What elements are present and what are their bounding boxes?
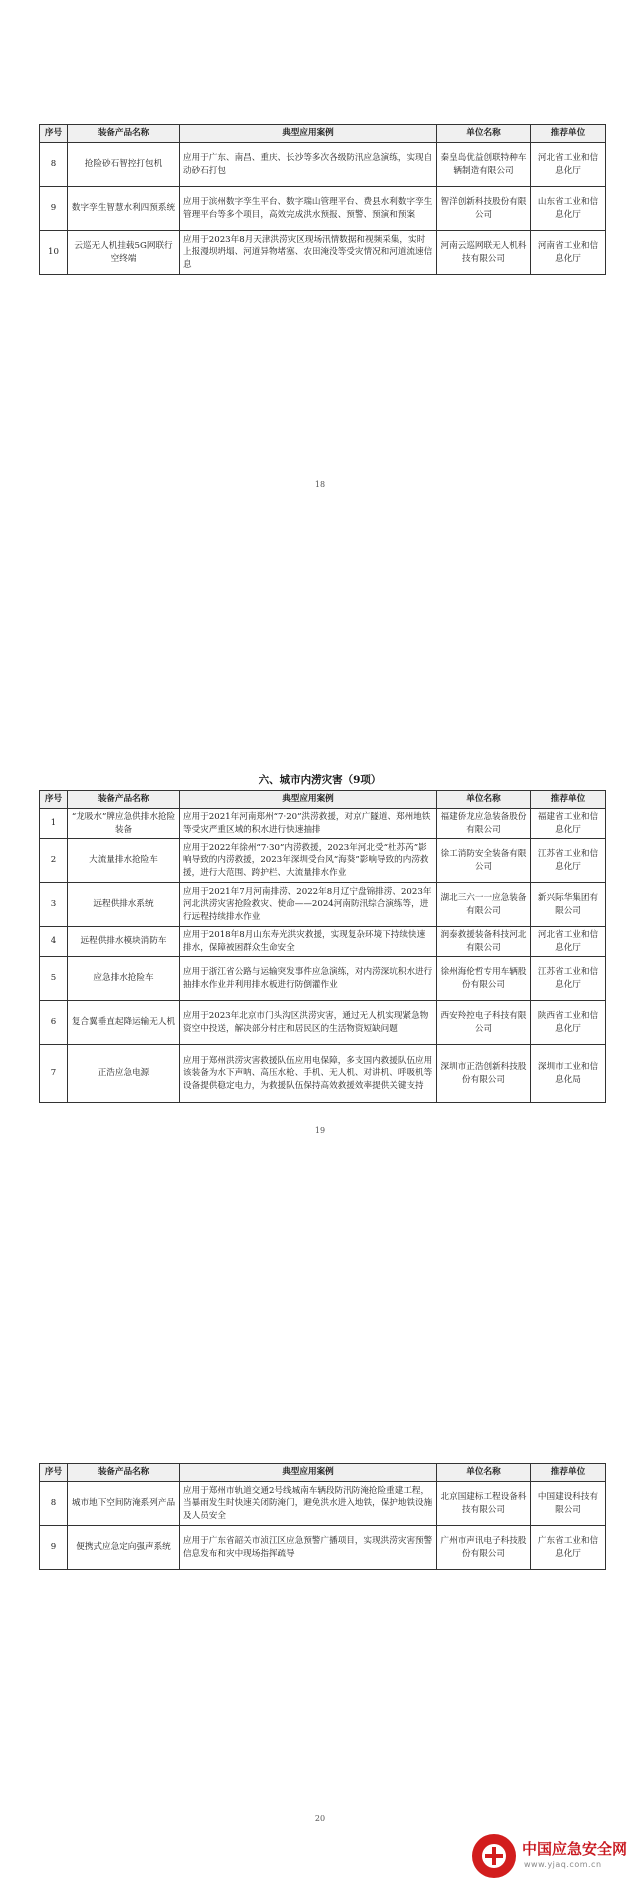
row-company: 广州市声讯电子科技股份有限公司: [437, 1526, 531, 1570]
page-number: 20: [314, 1814, 326, 1823]
header-product: 装备产品名称: [68, 125, 180, 143]
row-case: 应用于2022年徐州“7·30”内涝救援，2023年河北受“杜苏芮”影响导致的内涝救援，2023年深圳受台风“海葵”影响导致的内涝救援，进行大范围、跨护栏、大流量排水作业: [180, 839, 437, 883]
header-recommender: 推荐单位: [531, 791, 606, 809]
row-recommender: 江苏省工业和信息化厅: [531, 957, 606, 1001]
row-no: 10: [40, 231, 68, 275]
row-no: 4: [40, 927, 68, 957]
table-row: [40, 1001, 606, 1045]
equipment-table-page18: [39, 124, 606, 275]
table-row: [40, 231, 606, 275]
row-recommender: 河北省工业和信息化厅: [531, 927, 606, 957]
table-row: [40, 809, 606, 839]
table-header-row: [40, 125, 606, 143]
row-no: 3: [40, 883, 68, 927]
equipment-table-page19: [39, 790, 606, 1103]
row-product: 大流量排水抢险车: [68, 839, 180, 883]
row-recommender: 陕西省工业和信息化厅: [531, 1001, 606, 1045]
header-recommender: 推荐单位: [531, 125, 606, 143]
header-company: 单位名称: [437, 791, 531, 809]
row-product: 远程供排水模块消防车: [68, 927, 180, 957]
table-row: [40, 927, 606, 957]
row-company: 润泰救援装备科技河北有限公司: [437, 927, 531, 957]
row-company: 北京国建标工程设备科技有限公司: [437, 1482, 531, 1526]
table-header-row: [40, 791, 606, 809]
row-recommender: 广东省工业和信息化厅: [531, 1526, 606, 1570]
row-case: 应用于2018年8月山东寿光洪灾救援，实现复杂环境下持续快速排水，保障被困群众生命安全: [180, 927, 437, 957]
table-row: [40, 957, 606, 1001]
table-row: [40, 187, 606, 231]
row-company: 徐州海伦哲专用车辆股份有限公司: [437, 957, 531, 1001]
row-case: 应用于2023年北京市门头沟区洪涝灾害，通过无人机实现紧急物资空中投送，解决部分村庄和居民区的生活物资短缺问题: [180, 1001, 437, 1045]
row-no: 9: [40, 187, 68, 231]
row-company: 西安羚控电子科技有限公司: [437, 1001, 531, 1045]
row-product: 数字孪生智慧水利四预系统: [68, 187, 180, 231]
table-header-row: [40, 1464, 606, 1482]
row-recommender: 河南省工业和信息化厅: [531, 231, 606, 275]
site-url: www.yjaq.com.cn: [524, 1860, 602, 1869]
row-product: 远程供排水系统: [68, 883, 180, 927]
header-case: 典型应用案例: [180, 1464, 437, 1482]
row-no: 7: [40, 1045, 68, 1103]
table-row: [40, 1482, 606, 1526]
row-case: 应用于广东省韶关市浈江区应急预警广播项目，实现洪涝灾害预警信息发布和灾中现场指挥疏导: [180, 1526, 437, 1570]
row-case: 应用于2023年8月天津洪涝灾区现场汛情数据和视频采集，实时上报漫坝坍塌、河道异物堵塞、农田淹没等受灾情况和河道流速信息: [180, 231, 437, 275]
row-product: 正浩应急电源: [68, 1045, 180, 1103]
row-recommender: 山东省工业和信息化厅: [531, 187, 606, 231]
header-no: 序号: [40, 791, 68, 809]
page-number: 18: [314, 480, 326, 489]
row-recommender: 深圳市工业和信息化局: [531, 1045, 606, 1103]
header-product: 装备产品名称: [68, 791, 180, 809]
table-row: [40, 883, 606, 927]
row-no: 2: [40, 839, 68, 883]
row-product: 便携式应急定向强声系统: [68, 1526, 180, 1570]
row-case: 应用于浙江省公路与运输突发事件应急演练，对内涝深坑积水进行抽排水作业并利用排水板进行防倒灌作业: [180, 957, 437, 1001]
row-company: 福建侨龙应急装备股份有限公司: [437, 809, 531, 839]
table-row: [40, 143, 606, 187]
row-no: 6: [40, 1001, 68, 1045]
header-company: 单位名称: [437, 125, 531, 143]
header-product: 装备产品名称: [68, 1464, 180, 1482]
table-row: [40, 1526, 606, 1570]
row-company: 深圳市正浩创新科技股份有限公司: [437, 1045, 531, 1103]
row-company: 智洋创新科技股份有限公司: [437, 187, 531, 231]
row-no: 1: [40, 809, 68, 839]
row-no: 8: [40, 143, 68, 187]
row-no: 9: [40, 1526, 68, 1570]
row-company: 徐工消防安全装备有限公司: [437, 839, 531, 883]
row-case: 应用于滨州数字孪生平台、数字瑞山管理平台、费县水利数字孪生管理平台等多个项目，高效完成洪水预报、预警、预演和预案: [180, 187, 437, 231]
row-no: 5: [40, 957, 68, 1001]
row-product: 城市地下空间防淹系列产品: [68, 1482, 180, 1526]
row-product: 云巡无人机挂载5G网联行空终端: [68, 231, 180, 275]
row-recommender: 河北省工业和信息化厅: [531, 143, 606, 187]
row-product: “龙吸水”牌应急供排水抢险装备: [68, 809, 180, 839]
header-case: 典型应用案例: [180, 125, 437, 143]
row-no: 8: [40, 1482, 68, 1526]
row-case: 应用于2021年河南郑州“7·20”洪涝救援，对京广隧道、郑州地铁等受灾严重区域的积水进行快速抽排: [180, 809, 437, 839]
site-name: 中国应急安全网: [522, 1840, 628, 1858]
row-case: 应用于广东、南昌、重庆、长沙等多次各级防汛应急演练，实现自动砂石打包: [180, 143, 437, 187]
header-case: 典型应用案例: [180, 791, 437, 809]
row-recommender: 中国建设科技有限公司: [531, 1482, 606, 1526]
row-product: 应急排水抢险车: [68, 957, 180, 1001]
row-recommender: 福建省工业和信息化厅: [531, 809, 606, 839]
header-no: 序号: [40, 1464, 68, 1482]
row-company: 河南云巡网联无人机科技有限公司: [437, 231, 531, 275]
page-number: 19: [314, 1126, 326, 1135]
header-no: 序号: [40, 125, 68, 143]
row-recommender: 新兴际华集团有限公司: [531, 883, 606, 927]
row-case: 应用于郑州市轨道交通2号线城南车辆段防汛防淹抢险重建工程，当暴雨发生时快速关闭防淹门，避免洪水进入地铁，保护地铁设施及人员安全: [180, 1482, 437, 1526]
section-title: 六、城市内涝灾害（9项）: [258, 774, 382, 786]
header-recommender: 推荐单位: [531, 1464, 606, 1482]
row-recommender: 江苏省工业和信息化厅: [531, 839, 606, 883]
equipment-table-page20: [39, 1463, 606, 1570]
row-product: 抢险砂石智控打包机: [68, 143, 180, 187]
row-company: 湖北三六一一应急装备有限公司: [437, 883, 531, 927]
header-company: 单位名称: [437, 1464, 531, 1482]
row-company: 秦皇岛优益创联特种车辆制造有限公司: [437, 143, 531, 187]
table-row: [40, 1045, 606, 1103]
table-row: [40, 839, 606, 883]
row-product: 复合翼垂直起降运输无人机: [68, 1001, 180, 1045]
row-case: 应用于郑州洪涝灾害救援队伍应用电保障，多支国内救援队伍应用该装备为水下声呐、高压水枪、手机、无人机、对讲机、呼吸机等设备提供稳定电力，为救援队伍保持高效救援效率提供关键支持: [180, 1045, 437, 1103]
row-case: 应用于2021年7月河南排涝、2022年8月辽宁盘锦排涝、2023年河北洪涝灾害抢险救灾、使命——2024河南防汛综合演练等，进行远程持续排水作业: [180, 883, 437, 927]
site-logo[interactable]: [468, 1830, 640, 1886]
emergency-emblem-icon: [472, 1834, 516, 1878]
